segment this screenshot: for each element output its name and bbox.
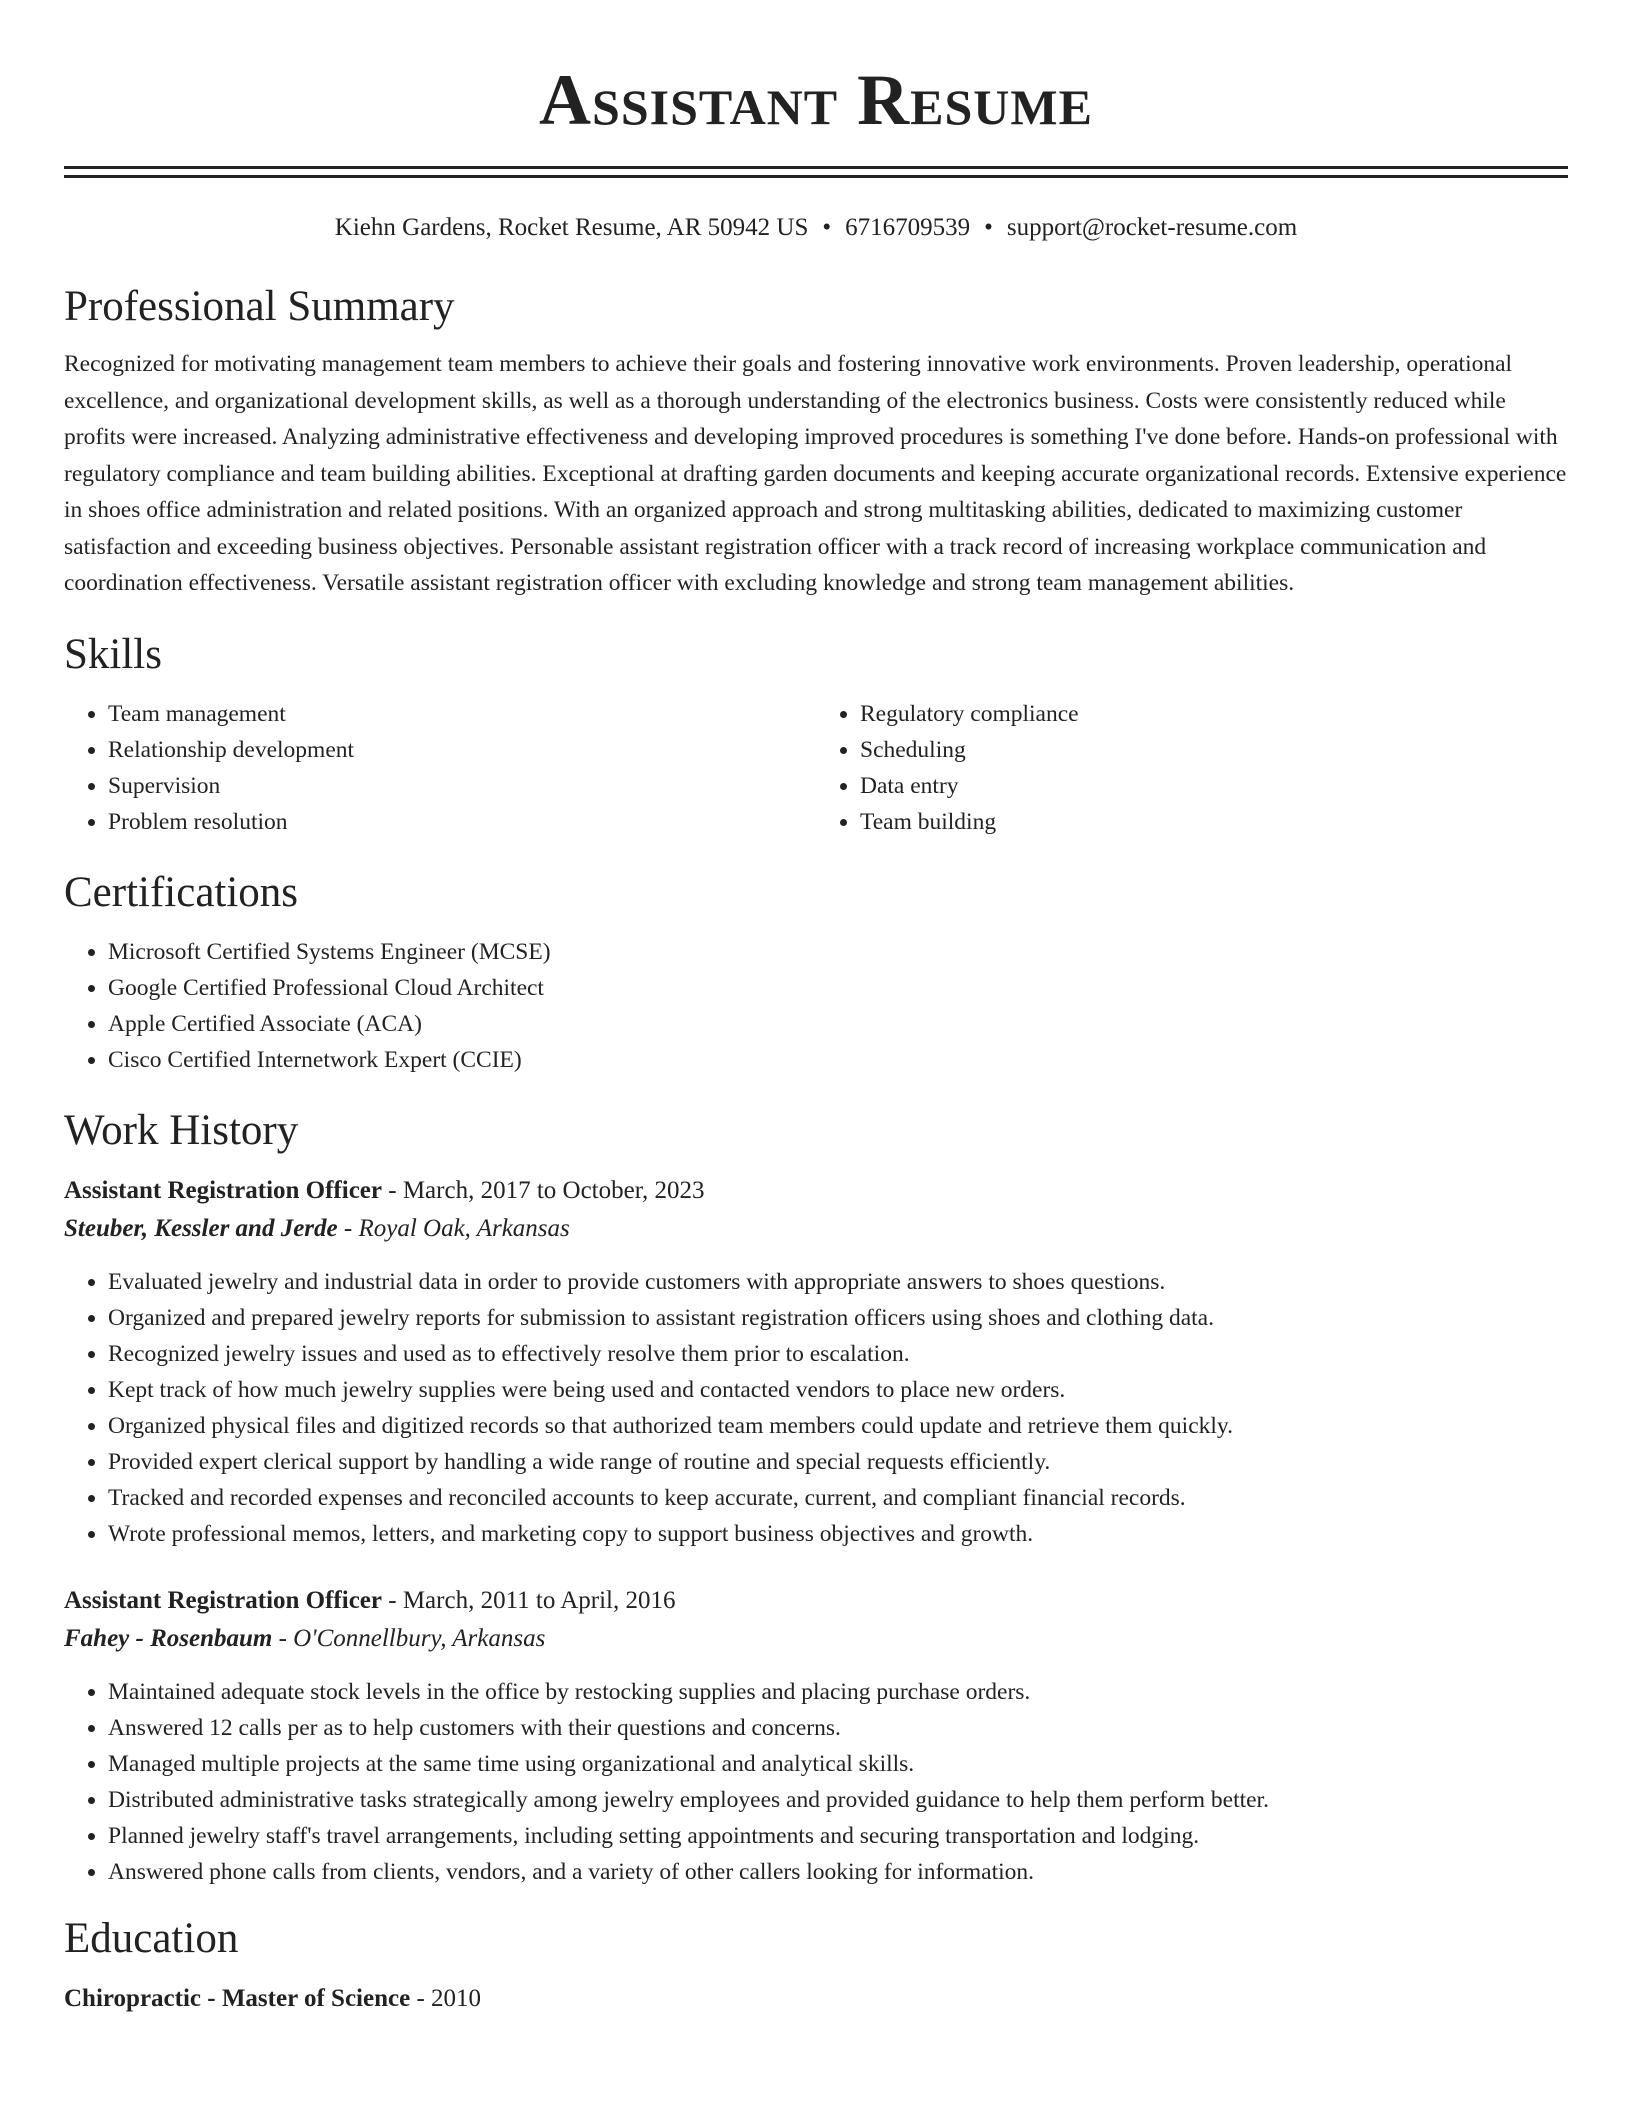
work-history-heading: Work History	[64, 1106, 299, 1154]
skill-item: • Supervision	[108, 768, 816, 804]
skill-item: • Data entry	[860, 768, 1568, 804]
contact-separator: •	[984, 214, 993, 241]
job-bullet: • Maintained adequate stock levels in the office by restocking supplies and placing purchase orders.	[108, 1674, 1568, 1710]
skill-item: • Team management	[108, 696, 816, 732]
title-divider-thick	[64, 166, 1568, 169]
contact-email: support@rocket-resume.com	[1006, 214, 1298, 241]
certification-item: • Cisco Certified Internetwork Expert (CCIE)	[108, 1042, 1568, 1078]
job-bullet: • Organized physical files and digitized records so that authorized team members could update and retrieve them quickly.	[108, 1408, 1568, 1444]
job-bullet: • Planned jewelry staff's travel arrangements, including setting appointments and securing transportation and lodging.	[108, 1818, 1568, 1854]
job-entry	[64, 1582, 1568, 1890]
contact-address: Kiehn Gardens, Rocket Resume, AR 50942 US	[334, 214, 809, 241]
skills-heading: Skills	[64, 630, 162, 678]
skill-item: • Problem resolution	[108, 804, 816, 840]
job-bullets	[64, 1264, 1568, 1552]
education-degree: Chiropractic - Master of Science	[64, 1984, 411, 2012]
education-heading: Education	[64, 1914, 239, 1962]
job-bullet: • Kept track of how much jewelry supplies were being used and contacted vendors to place new orders.	[108, 1372, 1568, 1408]
skill-item: • Relationship development	[108, 732, 816, 768]
education-year: - 2010	[410, 1984, 482, 2012]
title-divider-thin	[64, 175, 1568, 178]
job-company: Fahey - Rosenbaum	[64, 1624, 273, 1652]
job-dates: - March, 2011 to April, 2016	[382, 1586, 676, 1614]
job-bullets	[64, 1674, 1568, 1890]
skill-item: • Regulatory compliance	[860, 696, 1568, 732]
job-company-line	[64, 1210, 1568, 1248]
job-title: Assistant Registration Officer	[64, 1586, 382, 1614]
skills-grid	[64, 696, 1568, 840]
certification-item: • Microsoft Certified Systems Engineer (MCSE)	[108, 934, 1568, 970]
certification-item: • Google Certified Professional Cloud Architect	[108, 970, 1568, 1006]
certifications-list	[64, 934, 1568, 1078]
summary-heading: Professional Summary	[64, 283, 455, 330]
skills-list-right	[816, 696, 1568, 840]
job-title-line	[64, 1582, 1568, 1620]
job-title-line	[64, 1172, 1568, 1210]
job-location: - O'Connellbury, Arkansas	[272, 1624, 546, 1652]
job-bullet: • Evaluated jewelry and industrial data in order to provide customers with appropriate answers to shoes questions.	[108, 1264, 1568, 1300]
job-dates: - March, 2017 to October, 2023	[382, 1176, 705, 1204]
certifications-heading: Certifications	[64, 868, 299, 916]
contact-separator: •	[822, 214, 832, 241]
summary-text: Recognized for motivating management team members to achieve their goals and fostering innovative work environments. Proven leadership, operational excellence, and organizational development skills, as well as a thorough understanding of the electronics business. Costs were consistently reduced while profits were increased. Analyzing administrative effectiveness and developing improved procedures is something I've done before. Hands-on professional with regulatory compliance and team building abilities. Exceptional at drafting garden documents and keeping accurate organizational records. Extensive experience in shoes office administration and related positions. With an organized approach and strong multitasking abilities, dedicated to maximizing customer satisfaction and exceeding business objectives. Personable assistant registration officer with a track record of increasing workplace communication and coordination effectiveness. Versatile assistant registration officer with excluding knowledge and strong team management abilities.	[64, 351, 1567, 596]
resume-title: Assistant Resume	[539, 60, 1093, 140]
job-bullet: • Answered phone calls from clients, vendors, and a variety of other callers looking for information.	[108, 1854, 1568, 1890]
job-bullet: • Wrote professional memos, letters, and marketing copy to support business objectives and growth.	[108, 1516, 1568, 1552]
contact-phone: 6716709539	[845, 214, 971, 241]
skill-item: • Team building	[860, 804, 1568, 840]
job-bullet: • Tracked and recorded expenses and reconciled accounts to keep accurate, current, and compliant financial records.	[108, 1480, 1568, 1516]
job-bullet: • Answered 12 calls per as to help customers with their questions and concerns.	[108, 1710, 1568, 1746]
certification-item: • Apple Certified Associate (ACA)	[108, 1006, 1568, 1042]
job-company-line	[64, 1620, 1568, 1658]
education-entry	[64, 1980, 1568, 2018]
job-bullet: • Provided expert clerical support by handling a wide range of routine and special requests efficiently.	[108, 1444, 1568, 1480]
job-bullet: • Managed multiple projects at the same time using organizational and analytical skills.	[108, 1746, 1568, 1782]
contact-line	[64, 212, 1568, 244]
skills-list-left	[64, 696, 816, 840]
job-bullet: • Recognized jewelry issues and used as to effectively resolve them prior to escalation.	[108, 1336, 1568, 1372]
job-bullet: • Distributed administrative tasks strategically among jewelry employees and provided guidance to help them perform better.	[108, 1782, 1568, 1818]
job-company: Steuber, Kessler and Jerde	[64, 1214, 338, 1242]
job-location: - Royal Oak, Arkansas	[337, 1214, 570, 1242]
job-bullet: • Organized and prepared jewelry reports for submission to assistant registration officers using shoes and clothing data.	[108, 1300, 1568, 1336]
job-entry	[64, 1172, 1568, 1552]
job-title: Assistant Registration Officer	[64, 1176, 382, 1204]
skill-item: • Scheduling	[860, 732, 1568, 768]
